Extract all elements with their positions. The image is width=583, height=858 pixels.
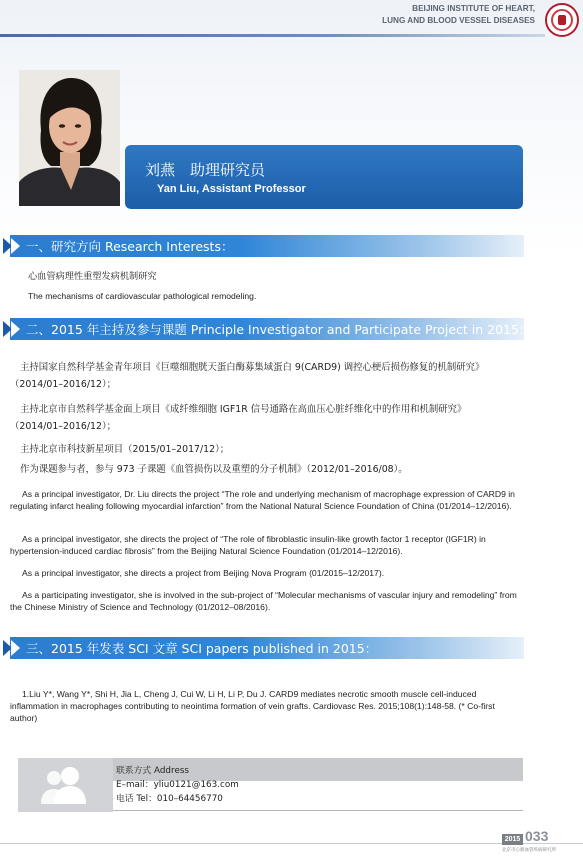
section-title: 二、2015 年主持及参与课题 Principle Investigator and Participate Project in 2015： bbox=[26, 322, 532, 337]
contact-phone: 电话 Tel：010–64456770 bbox=[116, 794, 223, 804]
contact-heading: 联系方式 Address bbox=[116, 766, 190, 776]
project-en-4: As a participating investigator, she is involved in the sub-project of “Molecular mechanisms of vascular injury and remodeling” from the Chinese Ministry of Science and Technology (01/2012–08/2016). bbox=[10, 590, 517, 612]
page-number: 033 bbox=[525, 828, 549, 844]
project-en-3: As a principal investigator, she directs a project from Beijing Nova Program (01/2015–12/2017). bbox=[22, 568, 385, 578]
project-en-2: As a principal investigator, she directs the project of “The role of fibroblastic insulin-like growth factor 1 receptor (IGF1R) in hypertension-induced cardiac fibrosis” from the Beijing Natural Science Foundation (01/2014–12/2016). bbox=[10, 534, 486, 556]
contact-image bbox=[18, 758, 113, 812]
portrait-illustration bbox=[19, 70, 120, 206]
project-cn-2: 主持北京市自然科学基金面上项目《成纤维细胞 IGF1R 信号通路在高血压心脏纤维化中的作用和机制研究》 bbox=[20, 404, 467, 415]
header-rule bbox=[0, 34, 545, 37]
name-english: Yan Liu, Assistant Professor bbox=[157, 183, 306, 195]
project-cn-2-dates: （2014/01–2016/12）； bbox=[10, 421, 117, 432]
section-header-papers bbox=[0, 637, 524, 659]
institute-name-line2: LUNG AND BLOOD VESSEL DISEASES bbox=[382, 16, 535, 25]
project-en-1: As a principal investigator, Dr. Liu directs the project “The role and underlying mechanism of macrophage expression of CARD9 in regulating infarct healing following myocardial infarction” from the National Natural Science Foundation of China (01/2014–12/2016). bbox=[10, 489, 515, 511]
institute-seal-icon bbox=[545, 3, 579, 37]
footer-subtitle: 北京市心肺血管疾病研究所 bbox=[502, 848, 556, 853]
name-banner bbox=[125, 145, 523, 209]
footer-rule bbox=[0, 843, 583, 844]
project-cn-3: 主持北京市科技新星项目（2015/01–2017/12）； bbox=[20, 444, 230, 455]
chevron-right-icon bbox=[11, 238, 20, 254]
chevron-right-icon bbox=[11, 321, 20, 337]
institute-name bbox=[382, 3, 535, 27]
profile-photo bbox=[19, 70, 120, 206]
project-cn-1-dates: （2014/01–2016/12）； bbox=[10, 379, 117, 390]
footer-year: 2015 bbox=[502, 834, 523, 845]
section-title: 三、2015 年发表 SCI 文章 SCI papers published in 2015： bbox=[26, 641, 378, 656]
project-cn-1: 主持国家自然科学基金青年项目《巨噬细胞胱天蛋白酶募集域蛋白 9(CARD9) 调控心梗后损伤修复的机制研究》 bbox=[20, 362, 485, 373]
contact-email: E–mail：yliu0121@163.com bbox=[116, 780, 239, 790]
people-icon bbox=[18, 758, 113, 812]
section-title: 一、研究方向 Research Interests： bbox=[26, 239, 234, 254]
chevron-right-icon bbox=[11, 640, 20, 656]
institute-name-line1: BEIJING INSTITUTE OF HEART, bbox=[412, 4, 535, 13]
section-header-projects bbox=[0, 318, 532, 340]
section-header-research-interests bbox=[0, 235, 524, 257]
research-interest-cn: 心血管病理性重塑发病机制研究 bbox=[28, 271, 157, 282]
name-chinese: 刘燕 助理研究员 bbox=[145, 161, 266, 179]
project-cn-4: 作为课题参与者，参与 973 子课题《血管损伤以及重塑的分子机制》（2012/01–2016/08）。 bbox=[20, 464, 408, 475]
research-interest-en: The mechanisms of cardiovascular pathological remodeling. bbox=[28, 291, 257, 301]
paper-1: 1.Liu Y*, Wang Y*, Shi H, Jia L, Cheng J, Cui W, Li H, Li P, Du J. CARD9 mediates necrotic smooth muscle cell-induced inflammation in macrophages contributing to neointima formation of vein grafts. Cardiovasc Res. 2015;108(1):148-58. (* Co-first author) bbox=[10, 689, 495, 723]
contact-rule bbox=[113, 810, 523, 811]
